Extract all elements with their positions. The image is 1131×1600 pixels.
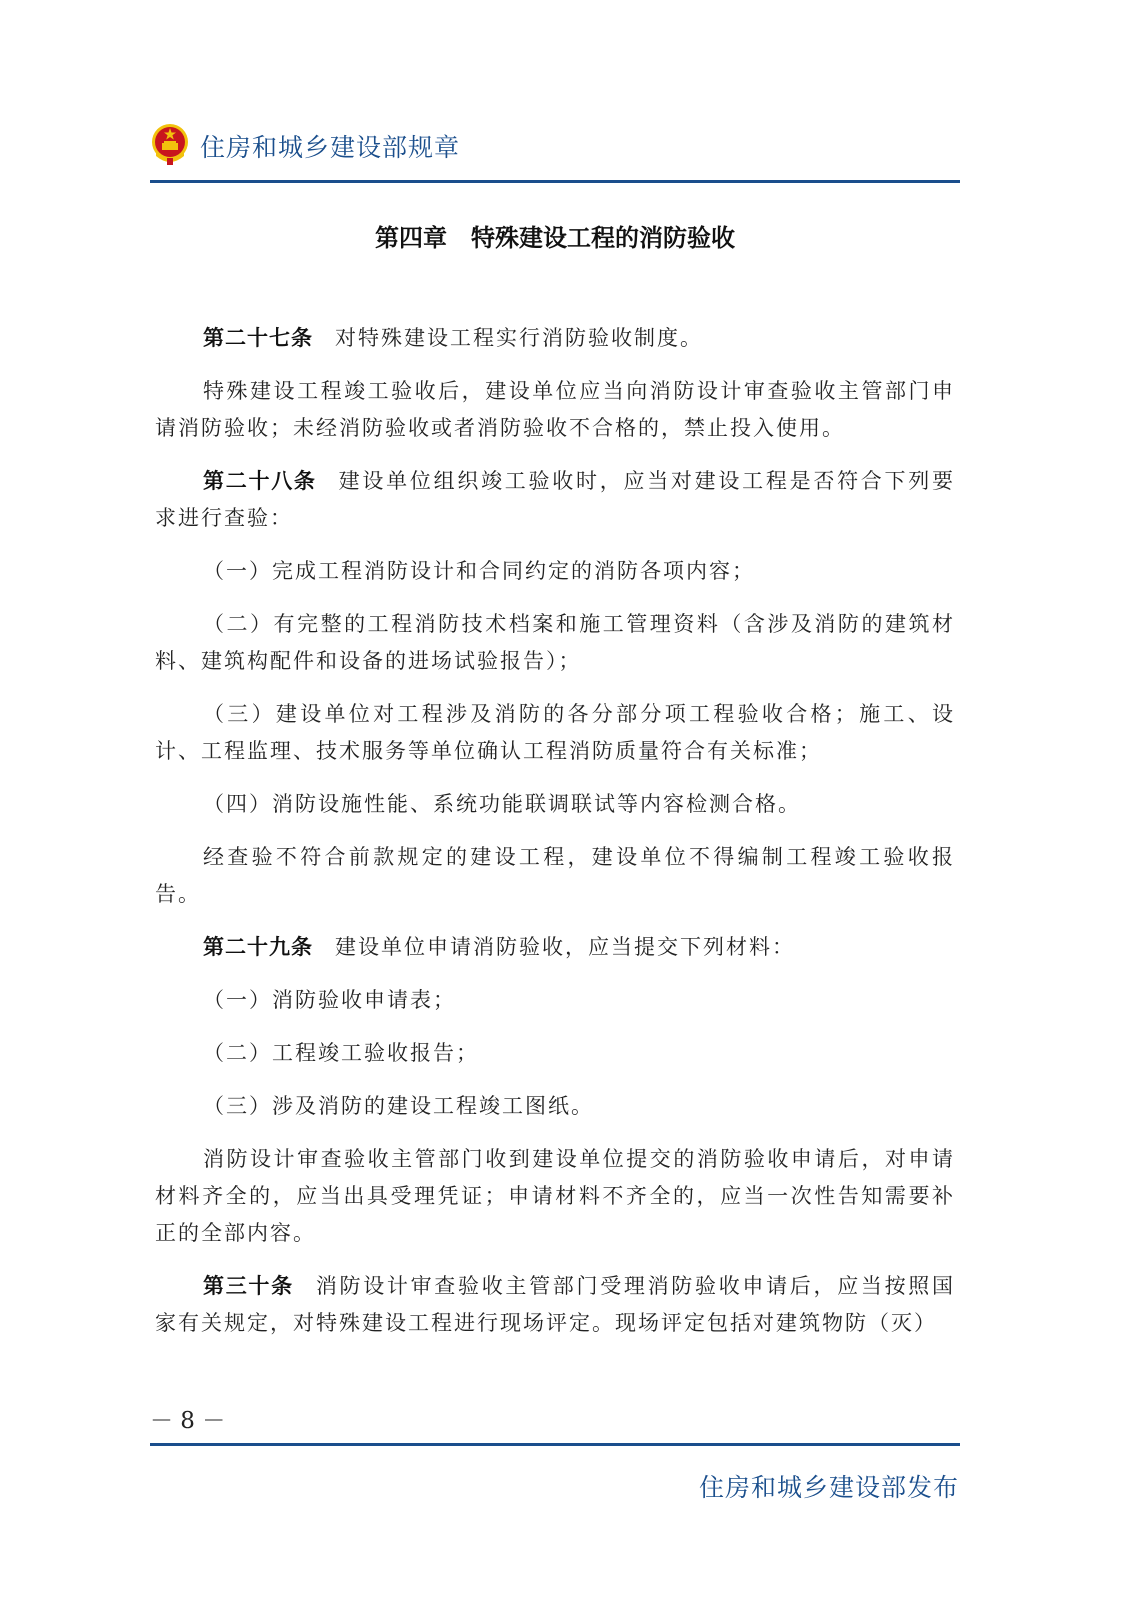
paragraph-text: 消防设计审查验收主管部门收到建设单位提交的消防验收申请后，对申请材料齐全的，应当出具受理凭证；申请材料不齐全的，应当一次性告知需要补正的全部内容。 [155,1147,955,1245]
body-paragraph [155,696,955,770]
article-number: 第三十条 [203,1274,294,1298]
document-body [155,320,955,1358]
paragraph-text: 经查验不符合前款规定的建设工程，建设单位不得编制工程竣工验收报告。 [155,845,955,906]
header-title: 住房和城乡建设部规章 [200,133,461,162]
article-number: 第二十九条 [203,935,313,959]
body-paragraph [155,373,955,447]
paragraph-text: 建设单位申请消防验收，应当提交下列材料： [335,935,795,959]
article-paragraph [155,1268,955,1342]
body-paragraph [155,982,955,1019]
article-paragraph [155,320,955,357]
body-paragraph [155,839,955,913]
article-paragraph [155,463,955,537]
paragraph-text: （一）消防验收申请表； [203,988,456,1012]
footer-title: 住房和城乡建设部发布 [698,1473,959,1502]
paragraph-text: （一）完成工程消防设计和合同约定的消防各项内容； [203,559,755,583]
paragraph-text: （三）建设单位对工程涉及消防的各分部分项工程验收合格；施工、设计、工程监理、技术服务等单位确认工程消防质量符合有关标准； [155,702,955,763]
body-paragraph [155,786,955,823]
national-emblem-icon [150,122,190,166]
paragraph-text: 对特殊建设工程实行消防验收制度。 [335,326,703,350]
article-number: 第二十八条 [203,469,317,493]
article-number: 第二十七条 [203,326,313,350]
paragraph-text: 建设单位组织竣工验收时，应当对建设工程是否符合下列要求进行查验： [155,469,956,530]
footer-rule [150,1443,960,1446]
body-paragraph [155,1088,955,1125]
paragraph-text: （二）有完整的工程消防技术档案和施工管理资料（含涉及消防的建筑材料、建筑构配件和设备的进场试验报告）； [155,612,955,673]
paragraph-text: （四）消防设施性能、系统功能联调联试等内容检测合格。 [203,792,801,816]
document-header [150,118,960,178]
header-rule [150,180,960,183]
paragraph-text: 特殊建设工程竣工验收后，建设单位应当向消防设计审查验收主管部门申请消防验收；未经消防验收或者消防验收不合格的，禁止投入使用。 [155,379,955,440]
paragraph-text: （二）工程竣工验收报告； [203,1041,479,1065]
paragraph-text: 消防设计审查验收主管部门受理消防验收申请后，应当按照国家有关规定，对特殊建设工程进行现场评定。现场评定包括对建筑物防（灭） [155,1274,956,1335]
body-paragraph [155,553,955,590]
chapter-title: 第四章 特殊建设工程的消防验收 [375,224,735,252]
paragraph-text: （三）涉及消防的建设工程竣工图纸。 [203,1094,594,1118]
body-paragraph [155,606,955,680]
body-paragraph [155,1035,955,1072]
page-number: － 8 － [150,1408,226,1434]
body-paragraph [155,1141,955,1252]
article-paragraph [155,929,955,966]
